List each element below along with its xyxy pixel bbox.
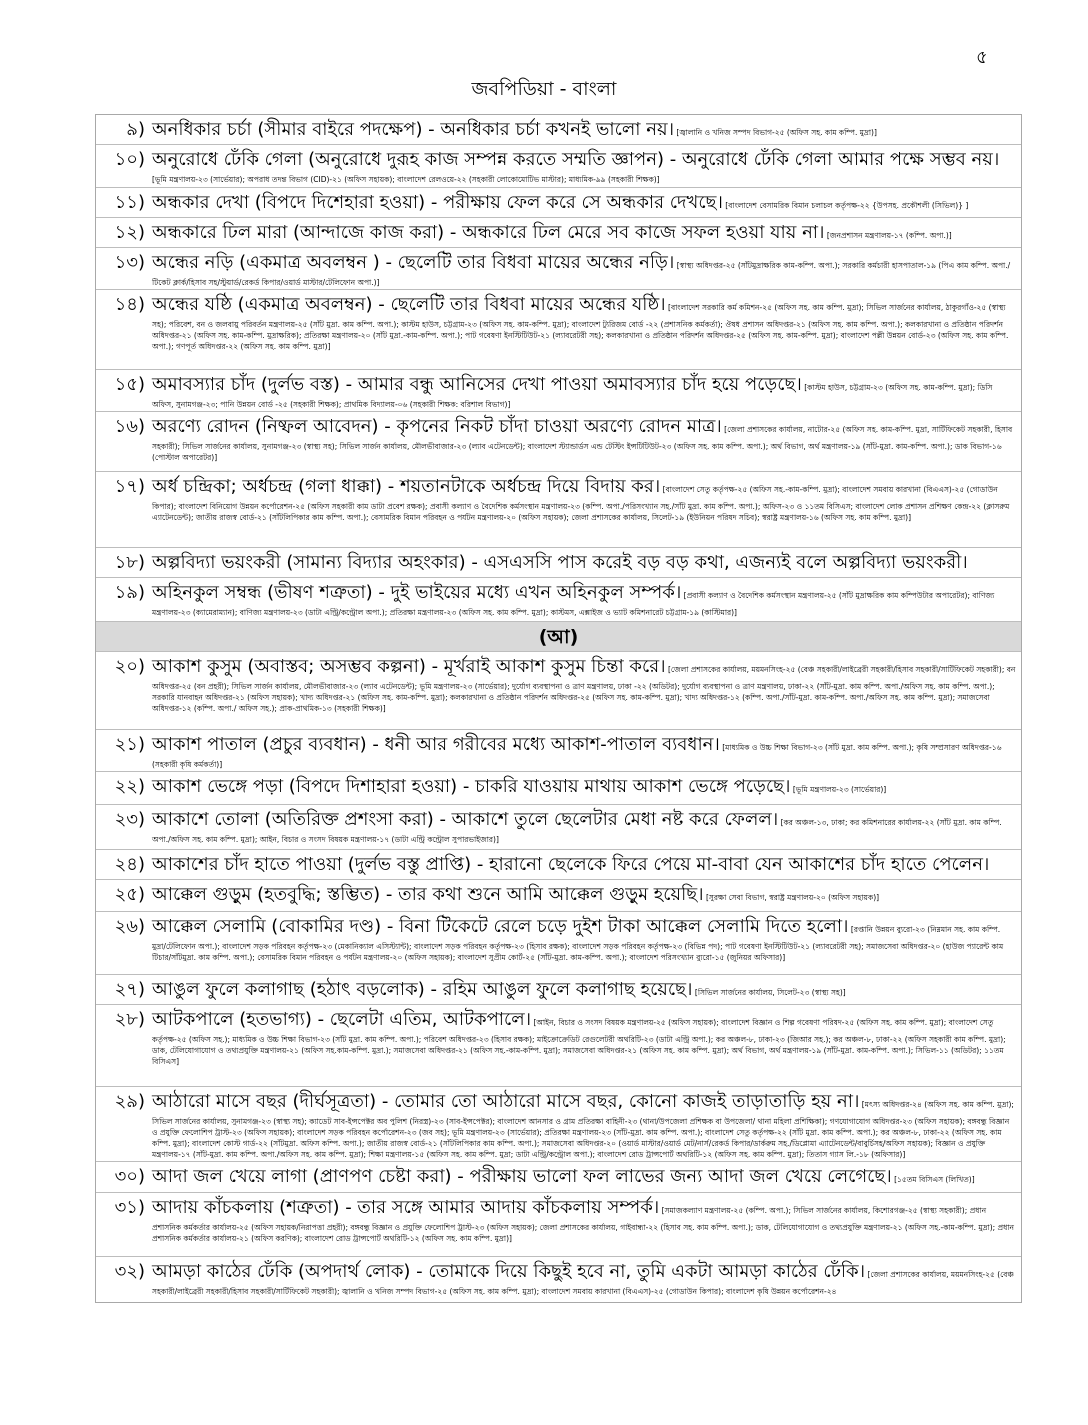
source-citation: [জেলা প্রশাসকের কার্যালয়, ময়মনসিংহ-২৫ (বেঞ্চ সহকারী/লাইব্রেরী সহকারী/হিসাব সহকারী/সার্টিফিকেট সহকারী); জ্বালানি ও খনিজ সম্পদ বিভাগ-২৫ (অফিস সহ. কাম কম্পি. মুদ্রা); বাংলাদেশ সমবায় কারখানা (বিএএস)-২৫ (গোডাউন কিপার); বাংলাদেশ কৃষি উন্নয়ন কর্পোরেশন-২৪ bbox=[152, 1270, 1014, 1296]
source-citation: [প্রবাসী কল্যাণ ও বৈদেশিক কর্মসংস্থান মন্ত্রণালয়-২৫ (সাঁট মুদ্রাক্ষরিক কাম কম্পিউটার অপারেটর); বাণিজ্য মন্ত্রণালয়-২৩ (ক্যামেরাম্যান); বাণিজ্য মন্ত্রণালয়-২৩ (ডাটা এন্ট্রি/কন্ট্রোল অপা.); প্রতিরক্ষা মন্ত্রণালয়-২৩ (অফিস সহ. কাম কম্পি. মুদ্রা); কাস্টমস, এক্সাইজ ও ভ্যাট কমিশনারেট চট্টগ্রাম-১৯ (কাস্টিমার)] bbox=[152, 591, 995, 617]
source-citation: [ভূমি মন্ত্রণালয়-২৩ (সার্ভেয়ার)] bbox=[792, 785, 887, 794]
entry-row bbox=[96, 1193, 1021, 1257]
idiom-text: আঙুল ফুলে কলাগাছ (হঠাৎ বড়লোক) - রহিম আঙুল ফুলে কলাগাছ হয়েছে। bbox=[152, 979, 693, 1000]
entry-number: ১৯) bbox=[114, 582, 145, 603]
entry-content bbox=[150, 652, 1021, 729]
entry-number: ২৫) bbox=[114, 884, 145, 905]
entry-number: ৩১) bbox=[114, 1197, 145, 1218]
source-citation: [ভূমি মন্ত্রণালয়-২৩ (সার্ভেয়ার); অপরাধ তদন্ত বিভাগ (CID)-২১ (অফিস সহায়ক); বাংলাদেশ রেলওয়ে-২২ (সহকারী লোকোমোটিভ মাস্টার); মাধ্যমিক-৯৯ (সহকারী শিক্ষক)] bbox=[152, 175, 660, 184]
idiom-text: অন্ধের যষ্ঠি (একমাত্র অবলম্বন) - ছেলেটি তার বিধবা মায়ের অন্ধের যষ্ঠি। bbox=[152, 294, 666, 315]
entry-row bbox=[96, 772, 1021, 805]
entry-number: ১০) bbox=[114, 149, 145, 170]
idiom-text: আঠারো মাসে বছর (দীর্ঘসূত্রতা) - তোমার তো আঠারো মাসে বছর, কোনো কাজই তাড়াতাড়ি হয় না। bbox=[152, 1091, 860, 1112]
entry-row bbox=[96, 248, 1021, 290]
entry-row bbox=[96, 730, 1021, 772]
entry-content bbox=[150, 1193, 1021, 1256]
entry-content bbox=[150, 1257, 1021, 1302]
source-citation: [জেলা প্রশাসকের কার্যালয়, নাটোর-২৫ (অফিস সহ. কাম-কম্পি. মুদ্রা, সার্টিফিকেট সহকারী, হিসাব সহকারী); সিভিল সার্জনের কার্যালয়, সুনামগঞ্জ-২৩ (স্বাস্থ্য সহ); সিভিল সার্জন কার্যালয়, মৌলভীবাজার-২৩ (ল্যাব এটেনডেন্ট); বাংলাদেশ স্ট্যান্ডার্ডস এন্ড টেস্টিং ইন্সটিটিউট-২৩ (অফিস সহ. কাম কম্পি. অপা.); অর্থ বিভাগ, অর্থ মন্ত্রণালয়-১৯ (সাঁট-মুদ্রা. কাম-কম্পি. অপা.); ডাক বিভাগ-১৬ (পোস্টাল অপারেটর)] bbox=[152, 425, 1013, 462]
entry-row bbox=[96, 188, 1021, 218]
entry-number: ২৩) bbox=[114, 809, 145, 830]
entry-row bbox=[96, 1005, 1021, 1087]
entry-content bbox=[150, 578, 1021, 621]
entry-content bbox=[150, 805, 1021, 849]
entry-content bbox=[150, 218, 1021, 247]
entry-row bbox=[96, 145, 1021, 188]
entry-content bbox=[150, 772, 1021, 804]
entry-content bbox=[150, 412, 1021, 471]
idiom-text: আদায় কাঁচকলায় (শত্রুতা) - তার সঙ্গে আমার আদায় কাঁচকলায় সম্পর্ক। bbox=[152, 1197, 660, 1218]
entry-row bbox=[96, 472, 1021, 548]
entry-row bbox=[96, 370, 1021, 412]
entry-number: ২২) bbox=[114, 776, 145, 797]
idiom-text: অন্ধের নড়ি (একমাত্র অবলম্বন ) - ছেলেটি তার বিধবা মায়ের অন্ধের নড়ি। bbox=[152, 252, 675, 273]
entry-row bbox=[96, 912, 1021, 975]
entry-content bbox=[150, 1162, 1021, 1192]
entry-content bbox=[150, 115, 1021, 144]
entry-row bbox=[96, 1087, 1021, 1162]
source-citation: [কর অঞ্চল-১৩, ঢাকা; কর কমিশনারের কার্যালয়-২২ (সাঁট মুদ্রা. কাম কম্পি. অপা./অফিস সহ. কাম কম্পি. মুদ্রা); আইন, বিচার ও সংসদ বিষয়ক মন্ত্রণালয়-১৭ (ডাটা এন্ট্রি কন্ট্রোল সুপারভাইজার)] bbox=[152, 818, 1002, 844]
entry-number: ১৮) bbox=[114, 552, 145, 573]
entry-number: ১৩) bbox=[114, 252, 145, 273]
source-citation: [আইন, বিচার ও সংসদ বিষয়ক মন্ত্রণালয়-২৫ (অফিস সহায়ক); বাংলাদেশ বিজ্ঞান ও শিল্প গবেষণা পরিষদ-২৫ (অফিস সহ. কাম কম্পি. মুদ্রা); বাংলাদেশ সেতু কর্তৃপক্ষ-২৫ (অফিস সহ.); মাধ্যমিক ও উচ্চ শিক্ষা বিভাগ-২৩ (সাঁট মুদ্রা. কাম কম্পি. অপা.); পরিবেশ অধিদপ্তর-২৩ (হিসাব রক্ষক); মাইক্রোক্রেডিট রেগুলেটরী অথরিটি-২৩ (ডাটা এন্ট্রি অপা.); কর অঞ্চল-৮, ঢাকা-২৩ (জিআর সহ.); কর অঞ্চল-৮, ঢাকা-২২ (অফিস সহকারী কাম কম্পি. মুদ্রা); ডাক, টেলিযোগাযোগ ও তথ্যপ্রযুক্তি মন্ত্রণালয়-২১ (অফিস সহ.কাম-কম্পি. মুদ্রা.); সমাজসেবা অধিদপ্তর-২১ (অফিস সহ.-কাম-কম্পি. মুদ্রা); সমাজসেবা অধিদপ্তর-২১ (অফিস সহ. কাম কম্পি. মুদ্রা); অর্থ বিভাগ, অর্থ মন্ত্রণালয়-১৯ (সাঁট-মুদ্রা. কাম-কম্পি. অপা.); সিভিল-১১ (অডিটর); ১১তম বিসিএস] bbox=[152, 1018, 1006, 1066]
entry-content bbox=[150, 290, 1021, 369]
idiom-text: অনধিকার চর্চা (সীমার বাইরে পদক্ষেপ) - অনধিকার চর্চা কখনই ভালো নয়। bbox=[152, 119, 675, 140]
entry-row bbox=[96, 548, 1021, 578]
entry-content bbox=[150, 188, 1021, 217]
entry-number: ২০) bbox=[114, 656, 145, 677]
idiom-table bbox=[95, 114, 1022, 1303]
entry-content bbox=[150, 850, 1021, 879]
entry-content bbox=[150, 248, 1021, 289]
source-citation: [বাংলাদেশ বেসামরিক বিমান চলাচল কর্তৃপক্ষ-২২ {উপসহ. প্রকৌশলী (সিভিল)} ] bbox=[725, 201, 969, 210]
idiom-text: অনুরোধে ঢেঁকি গেলা (অনুরোধে দুরূহ কাজ সম্পন্ন করতে সম্মতি জ্ঞাপন) - অনুরোধে ঢেঁকি গেলা আমার পক্ষে সম্ভব নয়। bbox=[152, 149, 1000, 170]
source-citation: [১৫তম বিসিএস (লিখিত)] bbox=[894, 1175, 975, 1184]
entry-content bbox=[150, 472, 1021, 547]
entry-row bbox=[96, 805, 1021, 850]
entry-number: ১৭) bbox=[114, 476, 145, 497]
entry-number: ১৫) bbox=[114, 374, 145, 395]
entry-content bbox=[150, 370, 1021, 411]
source-citation: [মৎস্য অধিদপ্তর-২৪ (অফিস সহ. কাম কম্পি. মুদ্রা); সিভিল সার্জনের কার্যালয়, সুনামগঞ্জ-২৩ (স্বাস্থ্য সহ); ক্যাডেট সাব-ইন্সপেক্টর অব পুলিশ (নিরস্ত্র)-২৩ (সাব-ইন্সপেক্টর); বাংলাদেশ আনসার ও গ্রাম প্রতিরক্ষা বাহিনী-২৩ (থানা/উপজেলা প্রশিক্ষক বা উপজেলা/ থানা মহিলা প্রশিক্ষিকা); গণযোগাযোগ অধিদপ্তর-২৩ (অফিস সহায়ক); বঙ্গবন্ধু বিজ্ঞান ও প্রযুক্তি ফেলোশিপ ট্রাস্ট-২৩ (অফিস সহায়ক); বাংলাদেশ সড়ক পরিবহন কর্পোরেশন-২৩ (জব সহ); ভূমি মন্ত্রণালয়-২৩ (সার্ভেয়ার); প্রতিরক্ষা মন্ত্রণালয়-২৩ (সাঁট-মুদ্রা. কাম কম্পি. অপা.); বাংলাদেশ সেতু কর্তৃপক্ষ-২২ (সাঁট মুদ্রা. কাম কম্পি. অপা.); কর অঞ্চল-৮, ঢাকা-২২ (অফিস সহ. কাম কম্পি. মুদ্রা); বাংলাদেশ কোস্ট গার্ড-২২ (সাঁটমুদ্রা. অফিস কম্পি. অপা.); জাতীয় রাজস্ব বোর্ড-২১ (সাঁটলিপিকার কাম কম্পি. অপা.); সমাজসেবা অধিদপ্তর-২০ (ওয়ার্ড মাস্টার/ওয়ার্ড মেট/নার্স/রেকর্ড কিপার/ডার্করুম সহ./ডিপ্লোমা এ্যাটেনডেন্ট/বাবুর্চিসহ/অফিস সহায়ক); বিজ্ঞান ও প্রযুক্তি মন্ত্রণালয়-১৭ (সাঁট-মুদ্রা. কাম কম্পি. অপা./অফিস সহ. কাম কম্পি. মুদ্রা); শিক্ষা মন্ত্রণালয়-১৫ (অফিস সহ. কাম কম্পি. মুদ্রা; ডাটা এন্ট্রি/কন্ট্রোল অপা.); বাংলাদেশ রোড ট্রান্সপোর্ট অথরিটি-১২ (অফিস সহ. কাম কম্পি. মুদ্রা); তিতাস গ্যাস লি.-১৮ (অফিসার)] bbox=[152, 1100, 1014, 1159]
entry-row bbox=[96, 1257, 1021, 1302]
entry-row bbox=[96, 218, 1021, 248]
idiom-text: আটকপালে (হতভাগ্য) - ছেলেটা এতিম, আটকপালে। bbox=[152, 1009, 532, 1030]
entry-row bbox=[96, 652, 1021, 730]
idiom-text: অর্ধ চন্দ্রিকা; অর্ধচন্দ্র (গলা ধাক্কা) - শয়তানটাকে অর্ধচন্দ্র দিয়ে বিদায় কর। bbox=[152, 476, 661, 497]
entry-row bbox=[96, 1162, 1021, 1193]
entry-content bbox=[150, 912, 1021, 974]
idiom-text: আকাশ ভেঙ্গে পড়া (বিপদে দিশাহারা হওয়া) - চাকরি যাওয়ায় মাথায় আকাশ ভেঙ্গে পড়েছে। bbox=[152, 776, 791, 797]
entry-number: ২৮) bbox=[114, 1009, 145, 1030]
entry-number: ২৯) bbox=[114, 1091, 145, 1112]
source-citation: [সিভিল সার্জনের কার্যালয়, সিলেট-২৩ (স্বাস্থ্য সহ)] bbox=[694, 988, 846, 997]
entry-number: ২৬) bbox=[114, 916, 145, 937]
idiom-text: অল্পবিদ্যা ভয়ংকরী (সামান্য বিদ্যার অহংকার) - এসএসসি পাস করেই বড় বড় কথা, এজন্যই বলে অল্পবিদ্যা ভয়ংকরী। bbox=[152, 552, 968, 573]
source-citation: [বাংলাদেশ সেতু কর্তৃপক্ষ-২৫ (অফিস সহ.-কাম-কম্পি. মুদ্রা); বাংলাদেশ সমবায় কারখানা (বিএএস)-২৫ (গোডাউন কিপার); বাংলাদেশ বিনিয়োগ উন্নয়ন কর্পোরেশন-২৫ (অফিস সহকারী কাম ডাটা প্রবেশ রক্ষক); প্রবাসী কল্যাণ ও বৈদেশিক কর্মসংস্থান মন্ত্রণালয়-২৩ (কম্পি. অপা./পরিসংখ্যান সহ./সাঁট মুদ্রা. কাম কম্পি. অপা.); অফিস-২৩ ও ১১তম বিসিএস; বাংলাদেশ লোক প্রশাসন প্রশিক্ষণ কেন্দ্র-২২ (ক্লাসরুম এ্যাটেনডেন্ট); জাতীয় রাজস্ব বোর্ড-২১ (সাঁটলিপিকার কাম কম্পি. অপা.); বেসামরিক বিমান পরিবহন ও পর্যটন মন্ত্রণালয়-২০ (অফিস সহায়ক); জেলা প্রশাসকের কার্যালয়, সিলেট-১৯ (ইউনিয়ন পরিষদ সচিব); স্বরাষ্ট্র মন্ত্রণালয়-১৬ (অফিস সহ. কাম কম্পি. মুদ্রা)] bbox=[152, 485, 1010, 522]
idiom-text: আদা জল খেয়ে লাগা (প্রাণপণ চেষ্টা করা) - পরীক্ষায় ভালো ফল লাভের জন্য আদা জল খেয়ে লেগেছে। bbox=[152, 1166, 892, 1187]
idiom-text: আক্কেল গুড়ুম (হতবুদ্ধি; স্তম্ভিত) - তার কথা শুনে আমি আক্কেল গুড়ুম হয়েছি। bbox=[152, 884, 704, 905]
source-citation: [বাংলাদেশ সরকারি কর্ম কমিশন-২৫ (অফিস সহ. কাম কম্পি. মুদ্রা); সিভিল সার্জনের কার্যালয়, ঠাকুরগাঁও-২৫ (স্বাস্থ্য সহ); পরিবেশ, বন ও জলবায়ু পরিবর্তন মন্ত্রণালয়-২৫ (সাঁট মুদ্রা. কাম কম্পি. অপা.); কাস্টম হাউস, চট্টগ্রাম-২৩ (অফিস সহ. কাম-কম্পি. মুদ্রা); বাংলাদেশ ট্যুরিজম বোর্ড -২২ (প্রশাসনিক কর্মকর্তা); ঔষধ প্রশাসন অধিদপ্তর-২১ (অফিস সহ. কাম কম্পি. অপা.); কলকারখানা ও প্রতিষ্ঠান পরিদর্শন অধিদপ্তর-২১ (অফিস সহ. কাম-কম্পি. মুদ্রাক্ষরিক); প্রতিরক্ষা মন্ত্রণালয়-২০ (সাঁট মুদ্রা.-কাম-কম্পি. অপা.); পাট গবেষণা ইনস্টিটিউট-২১ (ল্যাবরেটরী সহ); কলকারখানা ও প্রতিষ্ঠান পরিদর্শন অধিদপ্তর-২৫ (অফিস সহ. কাম-কম্পি. মুদ্রা); বাংলাদেশ পল্লী উন্নয়ন বোর্ড-২৩ (অফিস সহ. কাম কম্পি. অপা.); গণপূর্ত অধিদপ্তর-২২ (অফিস সহ. কাম কম্পি. মুদ্রা)] bbox=[152, 303, 1009, 351]
entry-row bbox=[96, 290, 1021, 370]
source-citation: [রপ্তানি উন্নয়ন ব্যুরো-২৩ (নিম্নমান সহ. কাম কম্পি. মুদ্রা/টেলিফোন অপা.); বাংলাদেশ সড়ক পরিবহন কর্তৃপক্ষ-২৩ (মেকানিক্যাল এসিস্ট্যান্ট); বাংলাদেশ সড়ক পরিবহন কর্তৃপক্ষ-২৩ (হিসাব রক্ষক); বাংলাদেশ সড়ক পরিবহন কর্তৃপক্ষ-২৩ (বিভিন্ন পদ); পাট গবেষণা ইনস্টিটিউট-২১ (ল্যাবরেটরী সহ); সমাজসেবা অধিদপ্তর-২০ (হাউজ প্যারেন্ট কাম টিচার/সাঁটমুদ্রা. কাম কম্পি. অপা.); বেসামরিক বিমান পরিবহন ও পর্যটন মন্ত্রণালয়-২০ (অফিস সহায়ক); বাংলাদেশ সুপ্রীম কোর্ট-২৫ (সাঁট-মুদ্রা. কাম-কম্পি. অপা.); বাংলাদেশ পরিসংখ্যান ব্যুরো-১৫ (জুনিয়র অফিসার)] bbox=[152, 925, 1004, 962]
page-number: ৫ bbox=[976, 47, 988, 68]
entry-content bbox=[150, 548, 1021, 577]
entry-row bbox=[96, 880, 1021, 912]
entry-number: ৩০) bbox=[114, 1166, 145, 1187]
idiom-text: অরণ্যে রোদন (নিষ্ফল আবেদন) - কৃপনের নিকট চাঁদা চাওয়া অরণ্যে রোদন মাত্র। bbox=[152, 416, 722, 437]
idiom-text: আমড়া কাঠের ঢেঁকি (অপদার্থ লোক) - তোমাকে দিয়ে কিছুই হবে না, তুমি একটা আমড়া কাঠের ঢেঁকি। bbox=[152, 1261, 866, 1282]
entry-number: ২১) bbox=[114, 734, 145, 755]
source-citation: [কাস্টম হাউস, চট্টগ্রাম-২৩ (অফিস সহ. কাম-কম্পি. মুদ্রা); ডিসি অফিস, সুনামগঞ্জ-২৩; পানি উন্নয়ন বোর্ড -২৫ (সহকারী শিক্ষক); প্রাথমিক বিদ্যালয়-০৬ (সহকারী শিক্ষক: বরিশাল বিভাগ)] bbox=[152, 383, 993, 409]
source-citation: [সুরক্ষা সেবা বিভাগ, স্বরাষ্ট্র মন্ত্রণালয়-২০ (অফিস সহায়ক)] bbox=[706, 893, 880, 902]
source-citation: [স্বাস্থ্য অধিদপ্তর-২৫ (সাঁটমুদ্রাক্ষরিক কাম-কম্পি. অপা.); সরকারি কর্মচারী হাসপাতাল-১৯ (পিএ কাম কম্পি. অপা./টিকেট ক্লার্ক/হিসাব সহ/স্টুয়ার্ড/রেকর্ড কিপার/ওয়ার্ড মাস্টার/টেলিফোন অপা.)] bbox=[152, 261, 1011, 287]
entry-number: ২৪) bbox=[114, 854, 145, 875]
entry-content bbox=[150, 1005, 1021, 1086]
entry-row bbox=[96, 975, 1021, 1005]
entry-number: ৩২) bbox=[114, 1261, 145, 1282]
entry-number: ১২) bbox=[114, 222, 145, 243]
source-citation: [সমাজকল্যাণ মন্ত্রণালয়-২৫ (কম্পি. অপা.); সিভিল সার্জনের কার্যালয়, কিশোরগঞ্জ-২৫ (স্বাস্থ্য সহকারী); প্রধান প্রশাসনিক কর্মকর্তার কার্যালয়-২৫ (অফিস সহায়ক/নিরাপত্তা প্রহরী); বঙ্গবন্ধু বিজ্ঞান ও প্রযুক্তি ফেলোশিপ ট্রাস্ট-২৩ (অফিস সহায়ক); জেলা প্রশাসকের কার্যালয়, গাইবান্ধা-২২ (হিসাব সহ. কাম কম্পি. অপা.); ডাক, টেলিযোগাযোগ ও তথ্যপ্রযুক্তি মন্ত্রণালয়-২১ (অফিস সহ.-কাম-কম্পি. মুদ্রা); প্রধান প্রশাসনিক কর্মকর্তার কার্যালয়-২১ (অফিস করণিক); বাংলাদেশ রোড ট্রান্সপোর্ট অথরিটি-১২ (অফিস সহ. কাম কম্পি. মুদ্রা)] bbox=[152, 1206, 1014, 1243]
entry-number: ১৬) bbox=[114, 416, 145, 437]
entry-row bbox=[96, 412, 1021, 472]
entry-content bbox=[150, 145, 1021, 187]
idiom-text: আকাশ কুসুম (অবাস্তব; অসম্ভব কল্পনা) - মূর্খরাই আকাশ কুসুম চিন্তা করে। bbox=[152, 656, 666, 677]
entry-number: ১৪) bbox=[114, 294, 145, 315]
idiom-text: আকাশ পাতাল (প্রচুর ব্যবধান) - ধনী আর গরীবের মধ্যে আকাশ-পাতাল ব্যবধান। bbox=[152, 734, 720, 755]
entry-row bbox=[96, 115, 1021, 145]
section-header: (আ) bbox=[96, 622, 1021, 652]
source-citation: [মাধ্যমিক ও উচ্চ শিক্ষা বিভাগ-২৩ (সাঁট মুদ্রা. কাম কম্পি. অপা.); কৃষি সম্প্রসারণ অধিদপ্তর-১৬ (সহকারী কৃষি কর্মকর্তা)] bbox=[152, 743, 1002, 769]
idiom-text: আকাশের চাঁদ হাতে পাওয়া (দুর্লভ বস্তু প্রাপ্তি) - হারানো ছেলেকে ফিরে পেয়ে মা-বাবা যেন আকাশের চাঁদ হাতে পেলেন। bbox=[152, 854, 990, 875]
entry-number: ২৭) bbox=[114, 979, 145, 1000]
entry-number: ৯) bbox=[126, 119, 145, 140]
idiom-text: অন্ধকারে ঢিল মারা (আন্দাজে কাজ করা) - অন্ধকারে ঢিল মেরে সব কাজে সফল হওয়া যায় না। bbox=[152, 222, 825, 243]
idiom-text: আক্কেল সেলামি (বোকামির দণ্ড) - বিনা টিকেটে রেলে চড়ে দুইশ টাকা আক্কেল সেলামি দিতে হলো। bbox=[152, 916, 849, 937]
source-citation: [জনপ্রশাসন মন্ত্রণালয়-১৭ (কম্পি. অপা.)] bbox=[826, 231, 952, 240]
source-citation: [জ্বালানি ও খনিজ সম্পদ বিভাগ-২৫ (অফিস সহ. কাম কম্পি. মুদ্রা)] bbox=[676, 128, 877, 137]
source-citation: [জেলা প্রশাসকের কার্যালয়, ময়মনসিংহ-২৫ (বেঞ্চ সহকারী/লাইব্রেরী সহকারী/হিসাব সহকারী/সার্টিফিকেট সহকারী); বন অধিদপ্তর-২৫ (বন প্রহরী); সিভিল সার্জন কার্যালয়, মৌলভীবাজার-২৩ (ল্যাব এটেনডেন্ট); ভূমি মন্ত্রণালয়-২৩ (সার্ভেয়ার); দুর্যোগ ব্যবস্থাপনা ও ত্রাণ মন্ত্রণালয়, ঢাকা -২২ (অডিটর); দুর্যোগ ব্যবস্থাপনা ও ত্রাণ মন্ত্রণালয়, ঢাকা-২২ (সাঁট-মুদ্রা. কাম কম্পি. অপা./অফিস সহ. কাম কম্পি. অপা.); সরকারি যানবাহন অধিদপ্তর-২১ (অফিস সহায়ক); খাদ্য অধিদপ্তর-২১ (অফিস সহ. কাম-কম্পি. মুদ্রা); কলকারখানা ও প্রতিষ্ঠান পরিদর্শন অধিদপ্তর-২৫ (অফিস সহ. কাম-কম্পি. মুদ্রা); খাদ্য অধিদপ্তর-১২ (কম্পি. অপা./সাঁট-মুদ্রা. কাম-কম্পি. অপা./অফিস সহ. কাম কম্পি. মুদ্রা); সমাজসেবা অধিদপ্তর-১২ (কম্পি. অপা./ অফিস সহ.); প্রাক-প্রাথমিক-১৩ (সহকারী শিক্ষক)] bbox=[152, 665, 1016, 713]
entry-content bbox=[150, 880, 1021, 911]
entry-content bbox=[150, 730, 1021, 771]
idiom-text: অহিনকুল সম্বন্ধ (ভীষণ শত্রুতা) - দুই ভাইয়ের মধ্যে এখন অহিনকুল সম্পর্ক। bbox=[152, 582, 682, 603]
idiom-text: আকাশে তোলা (অতিরিক্ত প্রশংসা করা) - আকাশে তুলে ছেলেটার মেধা নষ্ট করে ফেলল। bbox=[152, 809, 779, 830]
entry-content bbox=[150, 1087, 1021, 1161]
idiom-text: অমাবস্যার চাঁদ (দুর্লভ বস্ত) - আমার বন্ধু আনিসের দেখা পাওয়া অমাবস্যার চাঁদ হয়ে পড়েছে। bbox=[152, 374, 802, 395]
idiom-text: অন্ধকার দেখা (বিপদে দিশেহারা হওয়া) - পরীক্ষায় ফেল করে সে অন্ধকার দেখছে। bbox=[152, 192, 723, 213]
entry-row bbox=[96, 578, 1021, 622]
page-title: জবপিডিয়া - বাংলা bbox=[471, 78, 617, 100]
entry-content bbox=[150, 975, 1021, 1004]
entry-row bbox=[96, 850, 1021, 880]
entry-number: ১১) bbox=[114, 192, 145, 213]
